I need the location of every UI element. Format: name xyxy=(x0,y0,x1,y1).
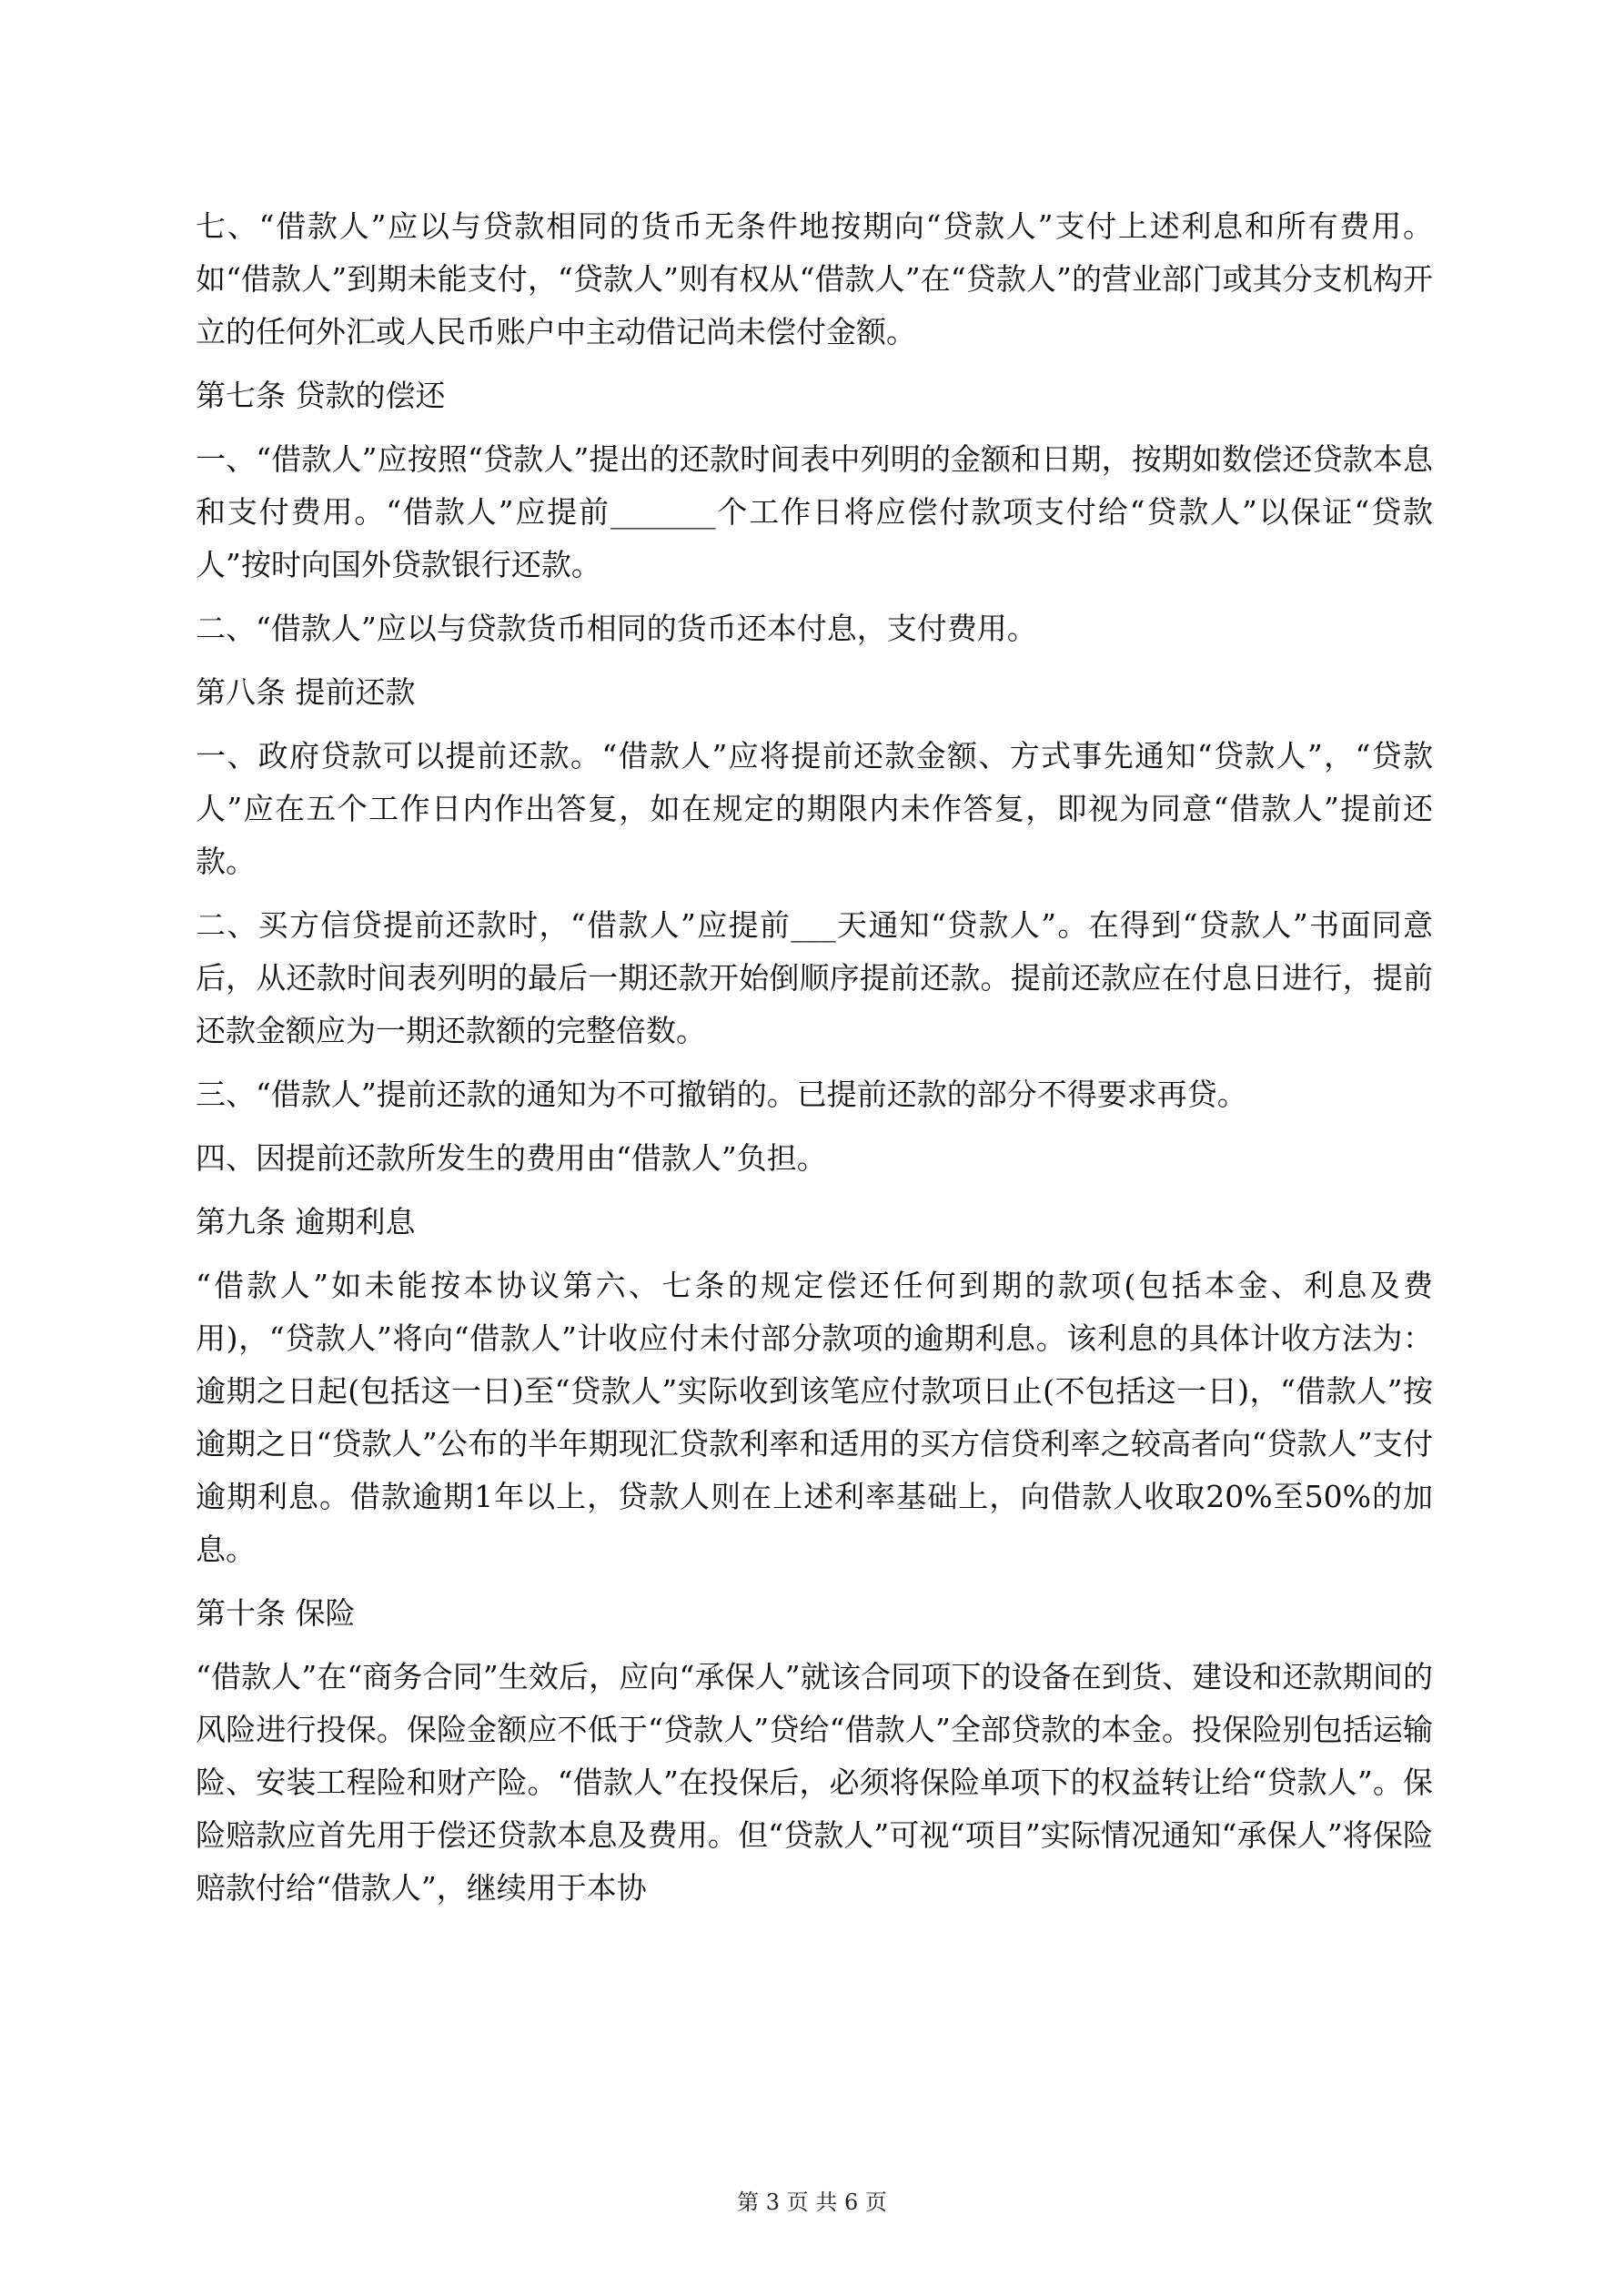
heading-article-9: 第九条 逾期利息 xyxy=(196,1204,416,1239)
paragraph-prepayment-3: 三、“借款人”提前还款的通知为不可撤销的。已提前还款的部分不得要求再贷。 xyxy=(196,1077,1247,1112)
paragraph-prepayment-4: 四、因提前还款所发生的费用由“借款人”负担。 xyxy=(196,1140,827,1176)
paragraph-prepayment-2: 二、买方信贷提前还款时，“借款人”应提前___天通知“贷款人”。在得到“贷款人”书面同意后，从还款时间表列明的最后一期还款开始倒顺序提前还款。提前还款应在付息日进行，提前还款金额应为一期还款额的完整倍数。 xyxy=(196,907,1433,1048)
paragraph-article-7-item-7: 七、“借款人”应以与贷款相同的货币无条件地按期向“贷款人”支付上述利息和所有费用。如“借款人”到期未能支付，“贷款人”则有权从“借款人”在“贷款人”的营业部门或其分支机构开立的任何外汇或人民币账户中主动借记尚未偿付金额。 xyxy=(196,208,1433,349)
paragraph-prepayment-1: 一、政府贷款可以提前还款。“借款人”应将提前还款金额、方式事先通知“贷款人”，“贷款人”应在五个工作日内作出答复，如在规定的期限内未作答复，即视为同意“借款人”提前还款。 xyxy=(196,738,1433,879)
paragraph-overdue-interest: “借款人”如未能按本协议第六、七条的规定偿还任何到期的款项(包括本金、利息及费用)，“贷款人”将向“借款人”计收应付未付部分款项的逾期利息。该利息的具体计收方法为：逾期之日起(包括这一日)至“贷款人”实际收到该笔应付款项日止(不包括这一日)，“借款人”按逾期之日“贷款人”公布的半年期现汇贷款利率和适用的买方信贷利率之较高者向“贷款人”支付逾期利息。借款逾期1年以上，贷款人则在上述利率基础上，向借款人收取20%至50%的加息。 xyxy=(196,1268,1433,1567)
page-footer: 第 3 页 共 6 页 xyxy=(737,2190,887,2215)
heading-article-8: 第八条 提前还款 xyxy=(196,674,416,710)
document-body xyxy=(196,200,1433,1926)
paragraph-insurance: “借款人”在“商务合同”生效后，应向“承保人”就该合同项下的设备在到货、建设和还款期间的风险进行投保。保险金额应不低于“贷款人”贷给“借款人”全部贷款的本金。投保险别包括运输险、安装工程险和财产险。“借款人”在投保后，必须将保险单项下的权益转让给“贷款人”。保险赔款应首先用于偿还贷款本息及费用。但“贷款人”可视“项目”实际情况通知“承保人”将保险赔款付给“借款人”，继续用于本协 xyxy=(196,1659,1433,1906)
heading-article-7: 第七条 贷款的偿还 xyxy=(196,378,446,413)
paragraph-repayment-2: 二、“借款人”应以与贷款货币相同的货币还本付息，支付费用。 xyxy=(196,611,1037,646)
paragraph-repayment-1: 一、“借款人”应按照“贷款人”提出的还款时间表中列明的金额和日期，按期如数偿还贷款本息和支付费用。“借款人”应提前_______个工作日将应偿付款项支付给“贷款人”以保证“贷款人”按时向国外贷款银行还款。 xyxy=(196,441,1433,582)
heading-article-10: 第十条 保险 xyxy=(196,1595,356,1631)
